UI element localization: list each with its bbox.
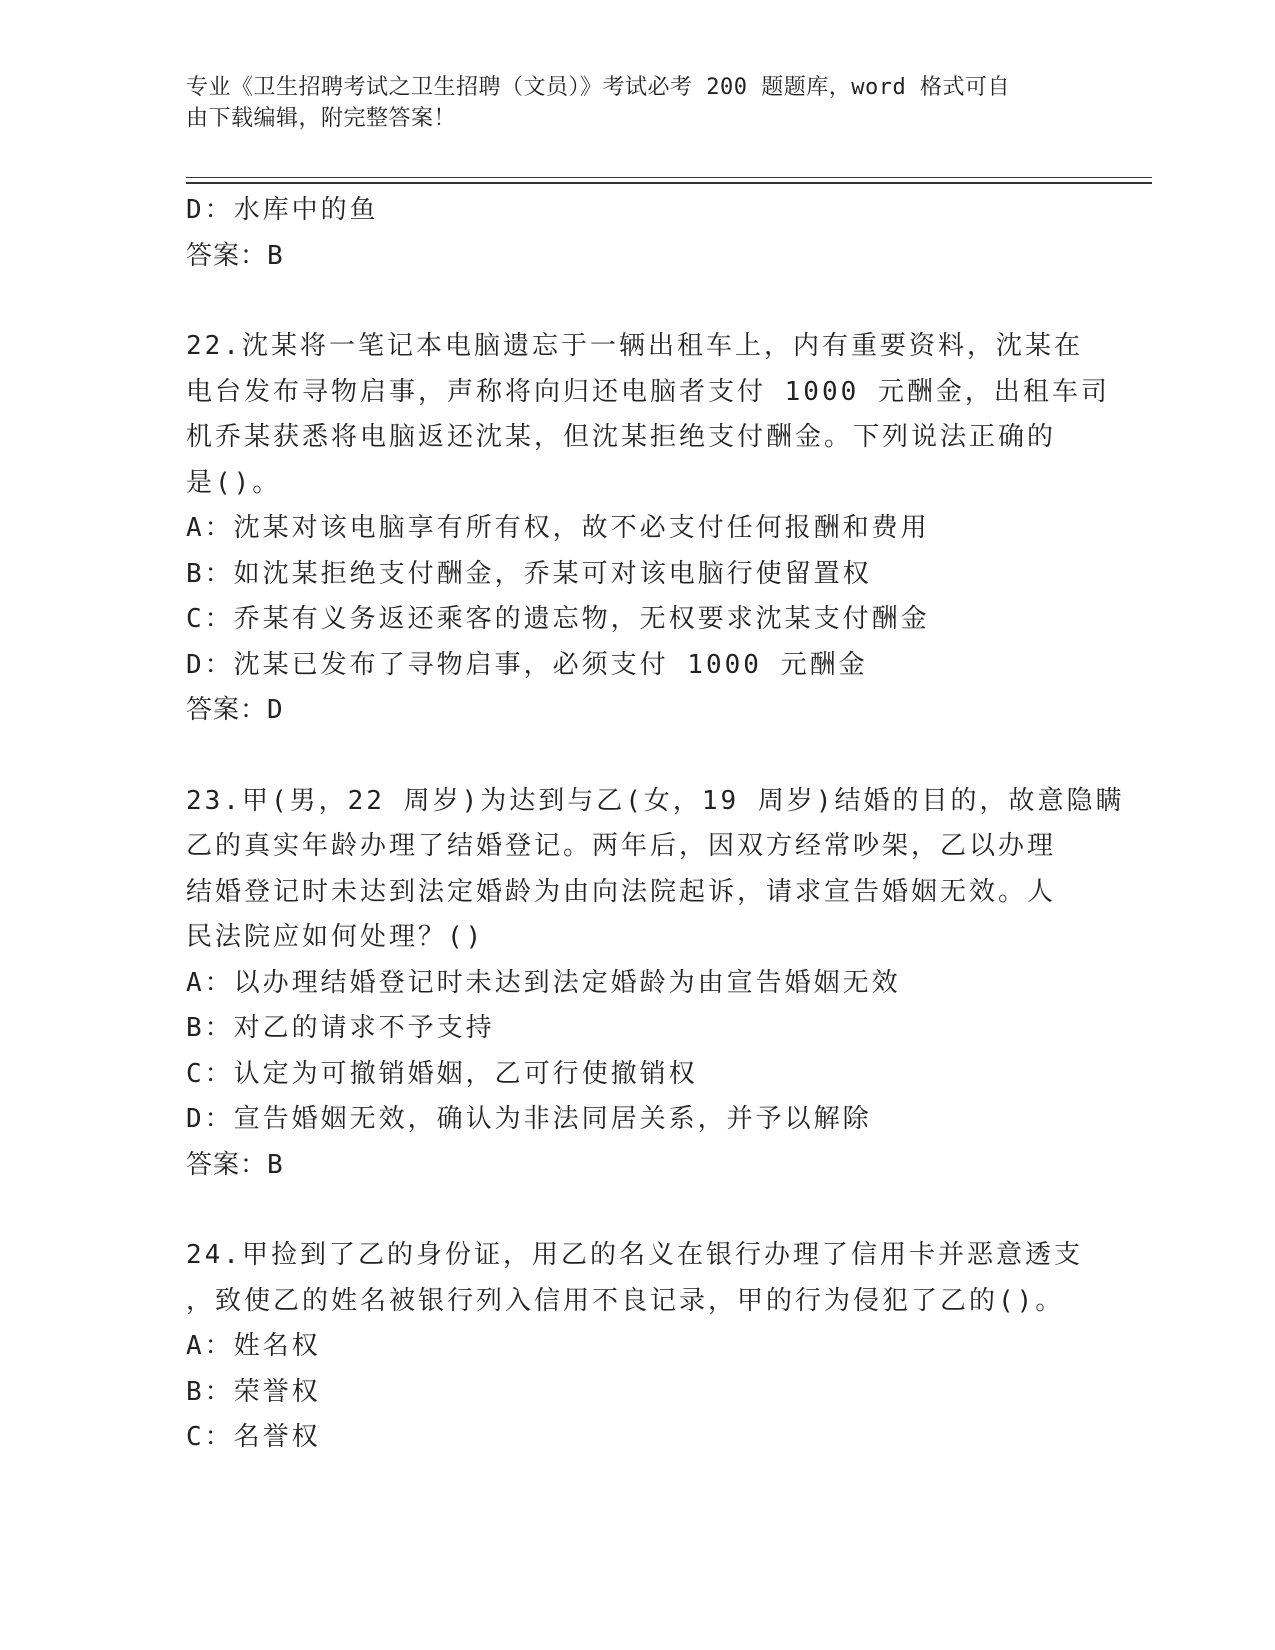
- question-23: [186, 779, 1125, 1189]
- spacer: [186, 1188, 1086, 1233]
- question-stem-line: 电台发布寻物启事，声称将向归还电脑者支付 1000 元酬金，出租车司: [186, 376, 1110, 407]
- option-c: C：乔某有义务返还乘客的遗忘物，无权要求沈某支付酬金: [186, 604, 930, 634]
- question-stem-line: 24.甲捡到了乙的身份证，用乙的名义在银行办理了信用卡并恶意透支: [186, 1240, 1083, 1270]
- option-b: B：对乙的请求不予支持: [186, 1013, 495, 1043]
- option-c: C：认定为可撤销婚姻，乙可行使撤销权: [186, 1058, 698, 1089]
- option-b: B：荣誉权: [186, 1376, 321, 1407]
- answer: 答案：D: [186, 695, 284, 725]
- option-d: D：沈某已发布了寻物启事，必须支付 1000 元酬金: [186, 649, 868, 680]
- header-line-2: 由下载编辑，附完整答案！: [186, 106, 457, 131]
- answer: 答案：B: [186, 1149, 284, 1180]
- answer: 答案：B: [186, 240, 284, 271]
- prev-question: [186, 188, 1086, 279]
- question-stem-line: 23.甲(男，22 周岁)为达到与乙(女，19 周岁)结婚的目的，故意隐瞒: [186, 785, 1125, 816]
- question-22: [186, 324, 1110, 734]
- question-stem-line: ，致使乙的姓名被银行列入信用不良记录，甲的行为侵犯了乙的()。: [186, 1285, 1065, 1316]
- question-stem-line: 乙的真实年龄办理了结婚登记。两年后，因双方经常吵架，乙以办理: [186, 831, 1057, 861]
- option-a: A：以办理结婚登记时未达到法定婚龄为由宣告婚姻无效: [186, 967, 901, 998]
- option-b: B：如沈某拒绝支付酬金，乔某可对该电脑行使留置权: [186, 558, 872, 589]
- spacer: [186, 734, 1086, 779]
- question-stem-line: 机乔某获悉将电脑返还沈某，但沈某拒绝支付酬金。下列说法正确的: [186, 422, 1057, 452]
- question-stem-line: 22.沈某将一笔记本电脑遗忘于一辆出租车上，内有重要资料，沈某在: [186, 331, 1083, 361]
- question-stem-line: 是()。: [186, 467, 282, 498]
- option-d: D：水库中的鱼: [186, 195, 379, 225]
- option-d: D：宣告婚姻无效，确认为非法同居关系，并予以解除: [186, 1104, 872, 1134]
- question-content: [186, 188, 1125, 1461]
- header-divider-thick: [186, 182, 1152, 184]
- header-line-1: 专业《卫生招聘考试之卫生招聘（文员）》考试必考 200 题题库，word 格式可自: [186, 75, 1010, 100]
- spacer: [186, 279, 1086, 324]
- document-header: [186, 72, 1066, 134]
- question-stem-line: 民法院应如何处理？(): [186, 922, 485, 952]
- option-a: A：姓名权: [186, 1331, 321, 1361]
- question-stem-line: 结婚登记时未达到法定婚龄为由向法院起诉，请求宣告婚姻无效。人: [186, 876, 1057, 907]
- option-c: C：名誉权: [186, 1422, 321, 1452]
- header-divider-thin: [186, 177, 1152, 178]
- option-a: A：沈某对该电脑享有所有权，故不必支付任何报酬和费用: [186, 513, 930, 543]
- question-24: [186, 1233, 1086, 1461]
